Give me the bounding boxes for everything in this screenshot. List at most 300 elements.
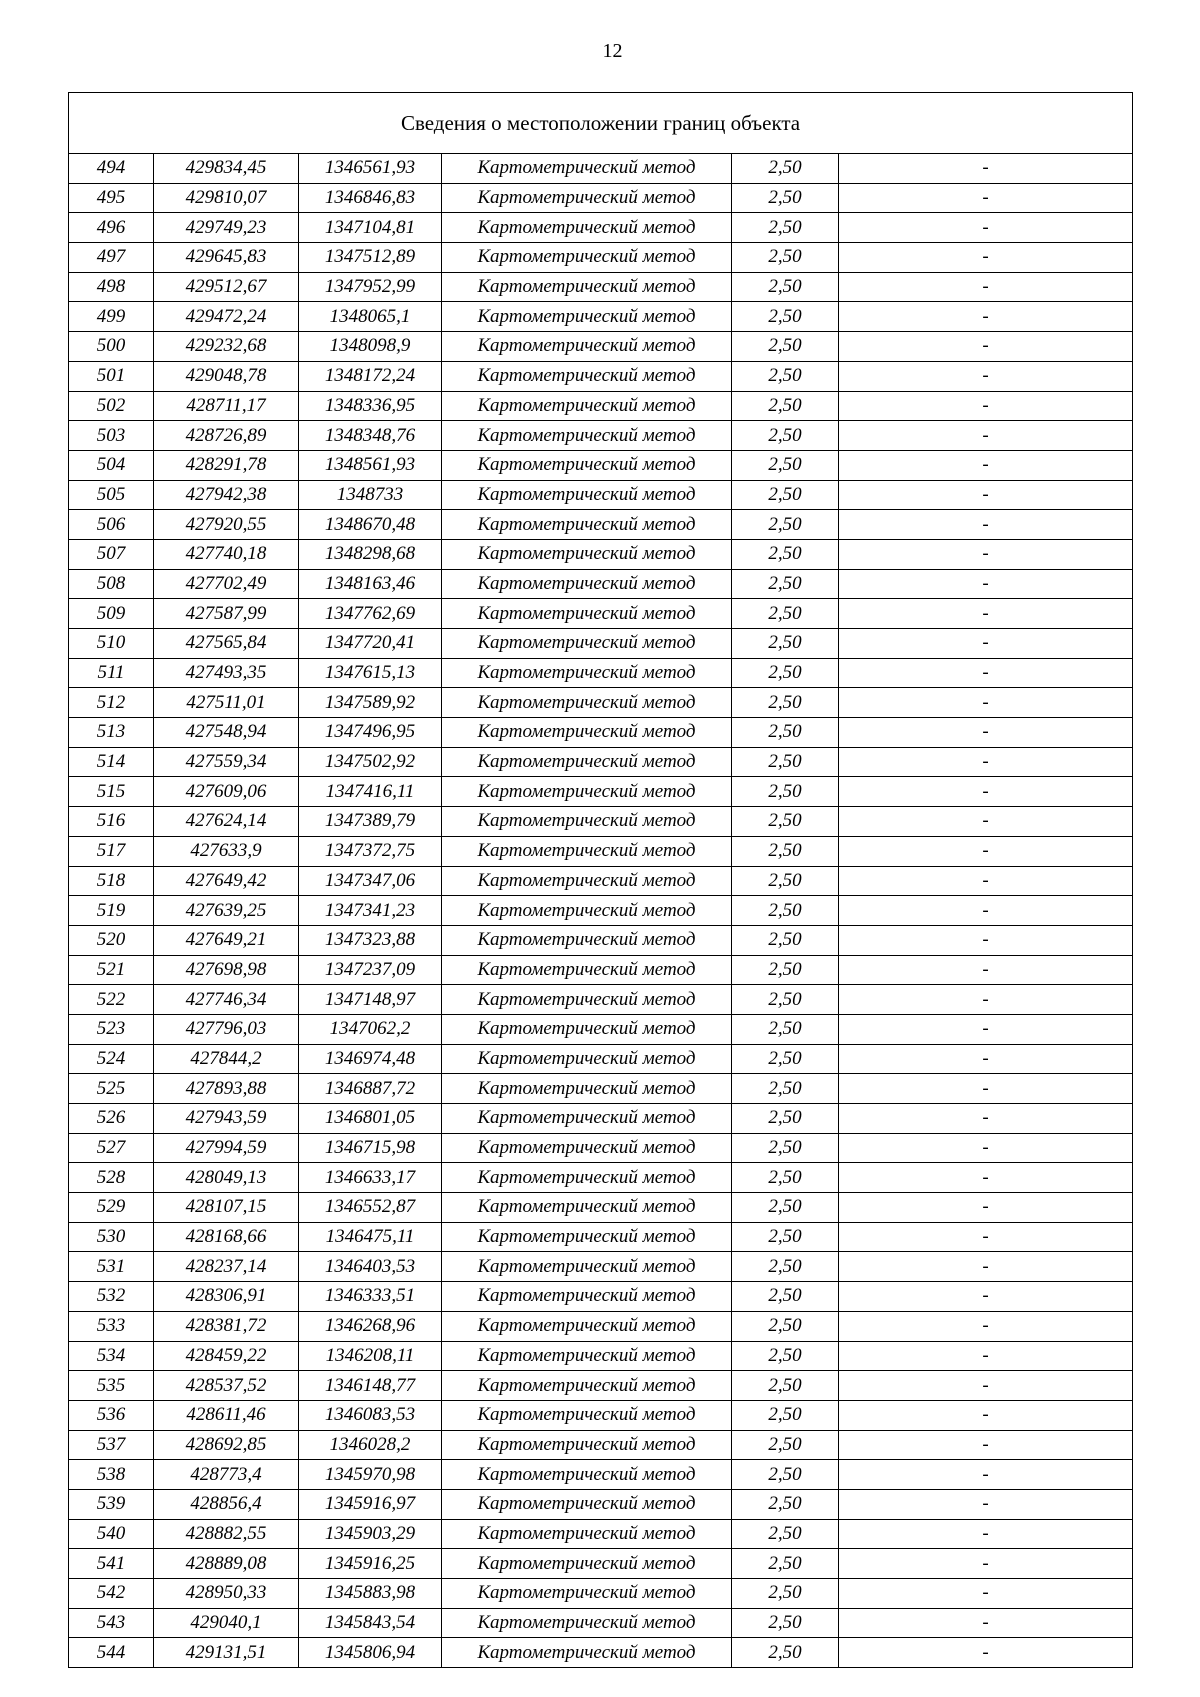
y-coordinate-cell: 1345970,98 — [299, 1460, 442, 1490]
y-coordinate-cell: 1347062,2 — [299, 1014, 442, 1044]
accuracy-cell: 2,50 — [732, 1163, 839, 1193]
table-row — [69, 1519, 1133, 1549]
point-number-cell: 496 — [69, 213, 154, 243]
accuracy-cell: 2,50 — [732, 1311, 839, 1341]
point-number-cell: 535 — [69, 1371, 154, 1401]
description-cell: - — [839, 836, 1133, 866]
table-row — [69, 1341, 1133, 1371]
method-cell: Картометрический метод — [442, 243, 732, 273]
y-coordinate-cell: 1348733 — [299, 480, 442, 510]
table-row — [69, 1638, 1133, 1668]
method-cell: Картометрический метод — [442, 1074, 732, 1104]
accuracy-cell: 2,50 — [732, 629, 839, 659]
method-cell: Картометрический метод — [442, 480, 732, 510]
table-row — [69, 1222, 1133, 1252]
x-coordinate-cell: 427943,59 — [154, 1104, 299, 1134]
description-cell: - — [839, 1014, 1133, 1044]
description-cell: - — [839, 1133, 1133, 1163]
description-cell: - — [839, 1163, 1133, 1193]
point-number-cell: 542 — [69, 1579, 154, 1609]
table-row — [69, 332, 1133, 362]
accuracy-cell: 2,50 — [732, 1044, 839, 1074]
table-row — [69, 1074, 1133, 1104]
accuracy-cell: 2,50 — [732, 1430, 839, 1460]
x-coordinate-cell: 427844,2 — [154, 1044, 299, 1074]
x-coordinate-cell: 428049,13 — [154, 1163, 299, 1193]
description-cell: - — [839, 688, 1133, 718]
y-coordinate-cell: 1346268,96 — [299, 1311, 442, 1341]
accuracy-cell: 2,50 — [732, 1400, 839, 1430]
table-row — [69, 1460, 1133, 1490]
table-row — [69, 1400, 1133, 1430]
method-cell: Картометрический метод — [442, 1133, 732, 1163]
method-cell: Картометрический метод — [442, 332, 732, 362]
y-coordinate-cell: 1347589,92 — [299, 688, 442, 718]
x-coordinate-cell: 428459,22 — [154, 1341, 299, 1371]
point-number-cell: 523 — [69, 1014, 154, 1044]
x-coordinate-cell: 429040,1 — [154, 1608, 299, 1638]
y-coordinate-cell: 1346974,48 — [299, 1044, 442, 1074]
table-row — [69, 1579, 1133, 1609]
y-coordinate-cell: 1347502,92 — [299, 747, 442, 777]
y-coordinate-cell: 1348670,48 — [299, 510, 442, 540]
y-coordinate-cell: 1348065,1 — [299, 302, 442, 332]
table-row — [69, 361, 1133, 391]
point-number-cell: 526 — [69, 1104, 154, 1134]
description-cell: - — [839, 450, 1133, 480]
description-cell: - — [839, 629, 1133, 659]
x-coordinate-cell: 427587,99 — [154, 599, 299, 629]
accuracy-cell: 2,50 — [732, 1282, 839, 1312]
x-coordinate-cell: 428611,46 — [154, 1400, 299, 1430]
description-cell: - — [839, 332, 1133, 362]
description-cell: - — [839, 1371, 1133, 1401]
y-coordinate-cell: 1347323,88 — [299, 925, 442, 955]
table-row — [69, 1311, 1133, 1341]
accuracy-cell: 2,50 — [732, 1104, 839, 1134]
description-cell: - — [839, 599, 1133, 629]
x-coordinate-cell: 427639,25 — [154, 896, 299, 926]
table-row — [69, 1489, 1133, 1519]
point-number-cell: 516 — [69, 807, 154, 837]
y-coordinate-cell: 1348561,93 — [299, 450, 442, 480]
table-row — [69, 213, 1133, 243]
accuracy-cell: 2,50 — [732, 1074, 839, 1104]
method-cell: Картометрический метод — [442, 183, 732, 213]
x-coordinate-cell: 428726,89 — [154, 421, 299, 451]
method-cell: Картометрический метод — [442, 747, 732, 777]
y-coordinate-cell: 1346148,77 — [299, 1371, 442, 1401]
y-coordinate-cell: 1348298,68 — [299, 539, 442, 569]
description-cell: - — [839, 1341, 1133, 1371]
y-coordinate-cell: 1346475,11 — [299, 1222, 442, 1252]
description-cell: - — [839, 1282, 1133, 1312]
accuracy-cell: 2,50 — [732, 480, 839, 510]
point-number-cell: 543 — [69, 1608, 154, 1638]
y-coordinate-cell: 1348336,95 — [299, 391, 442, 421]
point-number-cell: 532 — [69, 1282, 154, 1312]
y-coordinate-cell: 1347615,13 — [299, 658, 442, 688]
point-number-cell: 519 — [69, 896, 154, 926]
method-cell: Картометрический метод — [442, 361, 732, 391]
accuracy-cell: 2,50 — [732, 1341, 839, 1371]
page-number: 12 — [602, 40, 623, 62]
x-coordinate-cell: 427740,18 — [154, 539, 299, 569]
method-cell: Картометрический метод — [442, 1044, 732, 1074]
table-row — [69, 243, 1133, 273]
table-row — [69, 1163, 1133, 1193]
y-coordinate-cell: 1346333,51 — [299, 1282, 442, 1312]
table-row — [69, 688, 1133, 718]
method-cell: Картометрический метод — [442, 1014, 732, 1044]
point-number-cell: 510 — [69, 629, 154, 659]
description-cell: - — [839, 1608, 1133, 1638]
accuracy-cell: 2,50 — [732, 955, 839, 985]
method-cell: Картометрический метод — [442, 272, 732, 302]
point-number-cell: 525 — [69, 1074, 154, 1104]
boundary-coordinates-table — [68, 92, 1133, 1668]
y-coordinate-cell: 1347496,95 — [299, 718, 442, 748]
x-coordinate-cell: 428381,72 — [154, 1311, 299, 1341]
x-coordinate-cell: 428107,15 — [154, 1193, 299, 1223]
description-cell: - — [839, 1638, 1133, 1668]
accuracy-cell: 2,50 — [732, 1460, 839, 1490]
method-cell: Картометрический метод — [442, 1193, 732, 1223]
point-number-cell: 515 — [69, 777, 154, 807]
accuracy-cell: 2,50 — [732, 836, 839, 866]
description-cell: - — [839, 1074, 1133, 1104]
accuracy-cell: 2,50 — [732, 896, 839, 926]
accuracy-cell: 2,50 — [732, 866, 839, 896]
point-number-cell: 530 — [69, 1222, 154, 1252]
method-cell: Картометрический метод — [442, 1282, 732, 1312]
description-cell: - — [839, 421, 1133, 451]
point-number-cell: 511 — [69, 658, 154, 688]
method-cell: Картометрический метод — [442, 1400, 732, 1430]
y-coordinate-cell: 1345806,94 — [299, 1638, 442, 1668]
method-cell: Картометрический метод — [442, 569, 732, 599]
description-cell: - — [839, 807, 1133, 837]
point-number-cell: 504 — [69, 450, 154, 480]
y-coordinate-cell: 1347416,11 — [299, 777, 442, 807]
point-number-cell: 513 — [69, 718, 154, 748]
table-row — [69, 1252, 1133, 1282]
description-cell: - — [839, 1104, 1133, 1134]
x-coordinate-cell: 427920,55 — [154, 510, 299, 540]
description-cell: - — [839, 985, 1133, 1015]
point-number-cell: 528 — [69, 1163, 154, 1193]
x-coordinate-cell: 428306,91 — [154, 1282, 299, 1312]
table-row — [69, 599, 1133, 629]
description-cell: - — [839, 777, 1133, 807]
y-coordinate-cell: 1347237,09 — [299, 955, 442, 985]
x-coordinate-cell: 427633,9 — [154, 836, 299, 866]
point-number-cell: 498 — [69, 272, 154, 302]
description-cell: - — [839, 302, 1133, 332]
table-row — [69, 1193, 1133, 1223]
description-cell: - — [839, 391, 1133, 421]
table-row — [69, 777, 1133, 807]
x-coordinate-cell: 427698,98 — [154, 955, 299, 985]
y-coordinate-cell: 1348172,24 — [299, 361, 442, 391]
method-cell: Картометрический метод — [442, 539, 732, 569]
accuracy-cell: 2,50 — [732, 688, 839, 718]
description-cell: - — [839, 183, 1133, 213]
x-coordinate-cell: 428856,4 — [154, 1489, 299, 1519]
method-cell: Картометрический метод — [442, 1222, 732, 1252]
table-row — [69, 510, 1133, 540]
accuracy-cell: 2,50 — [732, 599, 839, 629]
point-number-cell: 509 — [69, 599, 154, 629]
table-row — [69, 1549, 1133, 1579]
description-cell: - — [839, 1193, 1133, 1223]
method-cell: Картометрический метод — [442, 1371, 732, 1401]
x-coordinate-cell: 428237,14 — [154, 1252, 299, 1282]
y-coordinate-cell: 1347389,79 — [299, 807, 442, 837]
y-coordinate-cell: 1346208,11 — [299, 1341, 442, 1371]
accuracy-cell: 2,50 — [732, 718, 839, 748]
accuracy-cell: 2,50 — [732, 154, 839, 184]
x-coordinate-cell: 427624,14 — [154, 807, 299, 837]
point-number-cell: 507 — [69, 539, 154, 569]
method-cell: Картометрический метод — [442, 1638, 732, 1668]
y-coordinate-cell: 1346887,72 — [299, 1074, 442, 1104]
x-coordinate-cell: 429810,07 — [154, 183, 299, 213]
method-cell: Картометрический метод — [442, 1460, 732, 1490]
point-number-cell: 533 — [69, 1311, 154, 1341]
y-coordinate-cell: 1345903,29 — [299, 1519, 442, 1549]
point-number-cell: 520 — [69, 925, 154, 955]
point-number-cell: 499 — [69, 302, 154, 332]
accuracy-cell: 2,50 — [732, 510, 839, 540]
point-number-cell: 539 — [69, 1489, 154, 1519]
y-coordinate-cell: 1347952,99 — [299, 272, 442, 302]
table-row — [69, 866, 1133, 896]
x-coordinate-cell: 427493,35 — [154, 658, 299, 688]
point-number-cell: 506 — [69, 510, 154, 540]
table-row — [69, 629, 1133, 659]
point-number-cell: 538 — [69, 1460, 154, 1490]
description-cell: - — [839, 658, 1133, 688]
table-row — [69, 569, 1133, 599]
accuracy-cell: 2,50 — [732, 183, 839, 213]
accuracy-cell: 2,50 — [732, 1222, 839, 1252]
accuracy-cell: 2,50 — [732, 985, 839, 1015]
x-coordinate-cell: 427796,03 — [154, 1014, 299, 1044]
method-cell: Картометрический метод — [442, 1519, 732, 1549]
accuracy-cell: 2,50 — [732, 1252, 839, 1282]
accuracy-cell: 2,50 — [732, 361, 839, 391]
y-coordinate-cell: 1346633,17 — [299, 1163, 442, 1193]
table-row — [69, 154, 1133, 184]
point-number-cell: 531 — [69, 1252, 154, 1282]
method-cell: Картометрический метод — [442, 599, 732, 629]
point-number-cell: 501 — [69, 361, 154, 391]
y-coordinate-cell: 1347148,97 — [299, 985, 442, 1015]
method-cell: Картометрический метод — [442, 391, 732, 421]
point-number-cell: 500 — [69, 332, 154, 362]
x-coordinate-cell: 427609,06 — [154, 777, 299, 807]
x-coordinate-cell: 428711,17 — [154, 391, 299, 421]
y-coordinate-cell: 1345883,98 — [299, 1579, 442, 1609]
accuracy-cell: 2,50 — [732, 1638, 839, 1668]
point-number-cell: 518 — [69, 866, 154, 896]
point-number-cell: 514 — [69, 747, 154, 777]
description-cell: - — [839, 1489, 1133, 1519]
point-number-cell: 522 — [69, 985, 154, 1015]
method-cell: Картометрический метод — [442, 777, 732, 807]
table-row — [69, 183, 1133, 213]
table-row — [69, 658, 1133, 688]
table-row — [69, 718, 1133, 748]
point-number-cell: 527 — [69, 1133, 154, 1163]
method-cell: Картометрический метод — [442, 1311, 732, 1341]
method-cell: Картометрический метод — [442, 1549, 732, 1579]
accuracy-cell: 2,50 — [732, 747, 839, 777]
description-cell: - — [839, 361, 1133, 391]
x-coordinate-cell: 427702,49 — [154, 569, 299, 599]
description-cell: - — [839, 569, 1133, 599]
y-coordinate-cell: 1346801,05 — [299, 1104, 442, 1134]
method-cell: Картометрический метод — [442, 1430, 732, 1460]
y-coordinate-cell: 1346552,87 — [299, 1193, 442, 1223]
y-coordinate-cell: 1346403,53 — [299, 1252, 442, 1282]
point-number-cell: 541 — [69, 1549, 154, 1579]
x-coordinate-cell: 429232,68 — [154, 332, 299, 362]
accuracy-cell: 2,50 — [732, 1193, 839, 1223]
point-number-cell: 521 — [69, 955, 154, 985]
method-cell: Картометрический метод — [442, 629, 732, 659]
method-cell: Картометрический метод — [442, 807, 732, 837]
table-row — [69, 1044, 1133, 1074]
y-coordinate-cell: 1346561,93 — [299, 154, 442, 184]
point-number-cell: 537 — [69, 1430, 154, 1460]
y-coordinate-cell: 1345916,25 — [299, 1549, 442, 1579]
y-coordinate-cell: 1346083,53 — [299, 1400, 442, 1430]
description-cell: - — [839, 1252, 1133, 1282]
method-cell: Картометрический метод — [442, 896, 732, 926]
y-coordinate-cell: 1347372,75 — [299, 836, 442, 866]
y-coordinate-cell: 1346028,2 — [299, 1430, 442, 1460]
method-cell: Картометрический метод — [442, 421, 732, 451]
accuracy-cell: 2,50 — [732, 450, 839, 480]
table-row — [69, 272, 1133, 302]
table-row — [69, 1430, 1133, 1460]
table-row — [69, 1133, 1133, 1163]
accuracy-cell: 2,50 — [732, 1014, 839, 1044]
y-coordinate-cell: 1346715,98 — [299, 1133, 442, 1163]
table-row — [69, 391, 1133, 421]
accuracy-cell: 2,50 — [732, 243, 839, 273]
x-coordinate-cell: 427893,88 — [154, 1074, 299, 1104]
x-coordinate-cell: 427746,34 — [154, 985, 299, 1015]
method-cell: Картометрический метод — [442, 154, 732, 184]
table-row — [69, 747, 1133, 777]
method-cell: Картометрический метод — [442, 213, 732, 243]
method-cell: Картометрический метод — [442, 1104, 732, 1134]
x-coordinate-cell: 427548,94 — [154, 718, 299, 748]
y-coordinate-cell: 1347104,81 — [299, 213, 442, 243]
description-cell: - — [839, 866, 1133, 896]
x-coordinate-cell: 428950,33 — [154, 1579, 299, 1609]
accuracy-cell: 2,50 — [732, 1489, 839, 1519]
table-title: Сведения о местоположении границ объекта — [69, 93, 1133, 154]
point-number-cell: 505 — [69, 480, 154, 510]
x-coordinate-cell: 427565,84 — [154, 629, 299, 659]
point-number-cell: 536 — [69, 1400, 154, 1430]
y-coordinate-cell: 1348098,9 — [299, 332, 442, 362]
x-coordinate-cell: 429645,83 — [154, 243, 299, 273]
method-cell: Картометрический метод — [442, 1579, 732, 1609]
accuracy-cell: 2,50 — [732, 1579, 839, 1609]
point-number-cell: 544 — [69, 1638, 154, 1668]
table-row — [69, 539, 1133, 569]
method-cell: Картометрический метод — [442, 955, 732, 985]
description-cell: - — [839, 1400, 1133, 1430]
method-cell: Картометрический метод — [442, 1608, 732, 1638]
description-cell: - — [839, 213, 1133, 243]
x-coordinate-cell: 427649,42 — [154, 866, 299, 896]
description-cell: - — [839, 154, 1133, 184]
method-cell: Картометрический метод — [442, 450, 732, 480]
description-cell: - — [839, 1460, 1133, 1490]
method-cell: Картометрический метод — [442, 510, 732, 540]
table-row — [69, 1608, 1133, 1638]
y-coordinate-cell: 1348163,46 — [299, 569, 442, 599]
x-coordinate-cell: 427559,34 — [154, 747, 299, 777]
method-cell: Картометрический метод — [442, 985, 732, 1015]
y-coordinate-cell: 1345843,54 — [299, 1608, 442, 1638]
method-cell: Картометрический метод — [442, 1163, 732, 1193]
x-coordinate-cell: 429749,23 — [154, 213, 299, 243]
description-cell: - — [839, 1519, 1133, 1549]
x-coordinate-cell: 427942,38 — [154, 480, 299, 510]
description-cell: - — [839, 539, 1133, 569]
x-coordinate-cell: 427649,21 — [154, 925, 299, 955]
y-coordinate-cell: 1347341,23 — [299, 896, 442, 926]
method-cell: Картометрический метод — [442, 658, 732, 688]
x-coordinate-cell: 428882,55 — [154, 1519, 299, 1549]
description-cell: - — [839, 925, 1133, 955]
x-coordinate-cell: 429048,78 — [154, 361, 299, 391]
point-number-cell: 512 — [69, 688, 154, 718]
accuracy-cell: 2,50 — [732, 1371, 839, 1401]
description-cell: - — [839, 718, 1133, 748]
accuracy-cell: 2,50 — [732, 658, 839, 688]
point-number-cell: 524 — [69, 1044, 154, 1074]
description-cell: - — [839, 1311, 1133, 1341]
accuracy-cell: 2,50 — [732, 807, 839, 837]
y-coordinate-cell: 1345916,97 — [299, 1489, 442, 1519]
method-cell: Картометрический метод — [442, 1341, 732, 1371]
description-cell: - — [839, 1579, 1133, 1609]
x-coordinate-cell: 429472,24 — [154, 302, 299, 332]
table-header-row — [69, 93, 1133, 154]
x-coordinate-cell: 429512,67 — [154, 272, 299, 302]
accuracy-cell: 2,50 — [732, 272, 839, 302]
accuracy-cell: 2,50 — [732, 421, 839, 451]
accuracy-cell: 2,50 — [732, 302, 839, 332]
point-number-cell: 508 — [69, 569, 154, 599]
y-coordinate-cell: 1347762,69 — [299, 599, 442, 629]
point-number-cell: 495 — [69, 183, 154, 213]
point-number-cell: 503 — [69, 421, 154, 451]
method-cell: Картометрический метод — [442, 688, 732, 718]
table-row — [69, 896, 1133, 926]
table-row — [69, 480, 1133, 510]
description-cell: - — [839, 747, 1133, 777]
table-row — [69, 450, 1133, 480]
